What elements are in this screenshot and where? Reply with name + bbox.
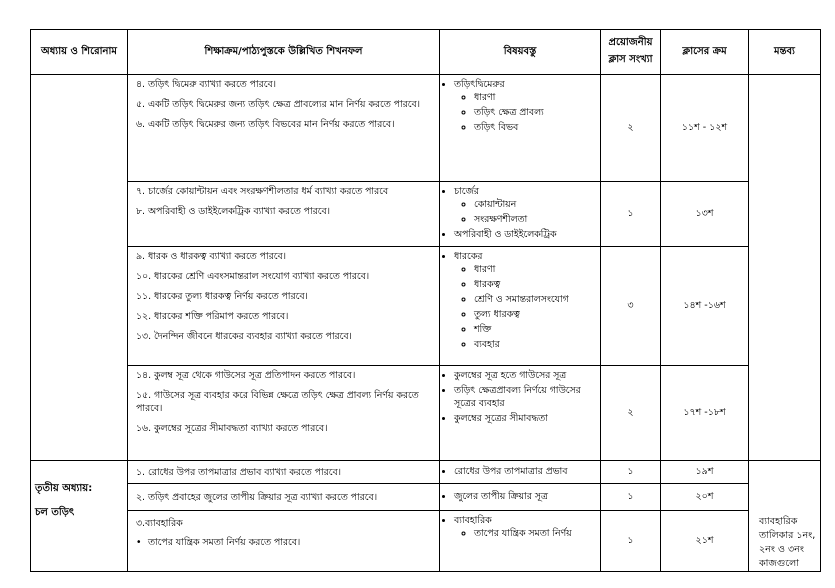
content-item: • তড়িৎ ক্ষেত্রপ্রাবল্য নির্ণয়ে গাউসের সূত্রের ব্যবহার — [454, 384, 596, 410]
content-subitem: ◦ ধারণা — [474, 263, 596, 276]
outcome-item: ১২. ধারকের শক্তি পরিমাপ করতে পারবে। — [136, 311, 289, 322]
class-count-cell: ১ — [601, 484, 661, 511]
class-count-cell: ১ — [601, 461, 661, 484]
content-cell — [440, 247, 601, 366]
content-subitem: ◦ কোয়ান্টায়ন — [474, 198, 596, 211]
content-cell — [440, 461, 601, 484]
syllabus-page — [30, 29, 820, 577]
class-count-cell: ১ — [601, 511, 661, 572]
content-item: • রোধের উপর তাপমাত্রার প্রভাব — [454, 465, 596, 478]
header-chapter: অধ্যায় ও শিরোনাম — [31, 30, 128, 75]
outcome-item: ৭. চার্জের কোয়ান্টায়ন এবং সংরক্ষণশীলতার ধর্ম ব্যাখ্যা করতে পারবে — [136, 186, 389, 197]
outcome-item: ১১. ধারকের তুল্য ধারকত্ব নির্ণয় করতে পারবে। — [136, 291, 308, 302]
remark-line: কাজগুলো — [759, 558, 799, 569]
content-subitem: ◦ সংরক্ষণশীলতা — [474, 213, 596, 226]
class-order-cell: ১৩শ — [661, 182, 749, 247]
content-item: • ব্যাবহারিক ◦ তাপের যান্ত্রিক সমতা নির্ণয় — [454, 514, 596, 540]
table-row — [31, 511, 821, 572]
outcome-item: ১৫. গাউসের সূত্র ব্যবহার করে বিভিন্ন ক্ষেত্রে তড়িৎ ক্ষেত্র প্রাবল্য নির্ণয় করতে পারবে। — [136, 390, 419, 414]
content-subitem: ◦ তুল্য ধারকত্ব — [474, 308, 596, 321]
content-item: • কুলম্বের সূত্র হতে গাউসের সূত্র — [454, 369, 596, 382]
class-count-cell: ২ — [601, 366, 661, 461]
content-cell — [440, 511, 601, 572]
content-subitem: ◦ তড়িৎ বিভব — [474, 121, 596, 134]
table-row — [31, 247, 821, 366]
class-count-cell: ১ — [601, 182, 661, 247]
chapter-name: চল তড়িৎ — [35, 507, 75, 518]
chapter-cell-continued — [31, 75, 128, 461]
header-row — [31, 30, 821, 75]
content-subitem: ◦ শক্তি — [474, 323, 596, 336]
outcomes-cell — [128, 366, 440, 461]
header-content: বিষয়বস্তু — [440, 30, 601, 75]
content-subitem: ◦ তড়িৎ ক্ষেত্র প্রাবল্য — [474, 106, 596, 119]
content-item: • ধারকের ◦ ধারণা ◦ ধারকত্ব ◦ শ্রেণি ও সমান্তরালসংযোগ ◦ তুল্য ধারকত্ব ◦ শক্তি ◦ ব্যবহার — [454, 250, 596, 351]
class-order-cell: ১১শ - ১২শ — [661, 75, 749, 182]
outcome-item: ১৪. কুলম্ব সূত্র থেকে গাউসের সূত্র প্রতিপাদন করতে পারবে। — [136, 370, 356, 381]
table-row — [31, 182, 821, 247]
outcome-item: ১০. ধারকের শ্রেণি এবংসমান্তরাল সংযোগ ব্যাখ্যা করতে পারবে। — [136, 271, 370, 282]
content-item: • তড়িৎদ্বিমেরুর ◦ ধারণা ◦ তড়িৎ ক্ষেত্র প্রাবল্য ◦ তড়িৎ বিভব — [454, 78, 596, 134]
content-cell — [440, 75, 601, 182]
content-item: • চার্জের ◦ কোয়ান্টায়ন ◦ সংরক্ষণশীলতা — [454, 185, 596, 226]
outcome-item: ৫. একটি তড়িৎ দ্বিমেরুর জন্য তড়িৎ ক্ষেত্র প্রাবল্যের মান নির্ণয় করতে পারবে। — [136, 99, 420, 110]
content-item: • জুলের তাপীয় ক্রিয়ার সূত্র — [454, 490, 596, 503]
outcome-bullet: • তাপের যান্ত্রিক সমতা নির্ণয় করতে পারবে। — [128, 536, 439, 549]
class-order-cell: ১৭শ -১৮শ — [661, 366, 749, 461]
content-cell — [440, 182, 601, 247]
content-subitem: ◦ শ্রেণি ও সমান্তরালসংযোগ — [474, 293, 596, 306]
outcomes-cell — [128, 511, 440, 572]
table-row — [31, 75, 821, 182]
table-row — [31, 461, 821, 484]
header-class-order: ক্লাসের ক্রম — [661, 30, 749, 75]
outcomes-cell — [128, 75, 440, 182]
header-learning-outcomes: শিক্ষাক্রম/পাঠ্যপুস্তকে উল্লিখিত শিখনফল — [128, 30, 440, 75]
outcomes-cell — [128, 247, 440, 366]
remarks-cell — [749, 461, 821, 572]
content-item: • কুলম্বের সূত্রের সীমাবদ্ধতা — [454, 412, 596, 425]
outcomes-cell — [128, 182, 440, 247]
class-order-cell: ১৪শ -১৬শ — [661, 247, 749, 366]
table-row — [31, 366, 821, 461]
class-order-cell: ২০শ — [661, 484, 749, 511]
content-subitem: ◦ ব্যবহার — [474, 338, 596, 351]
content-subitem: ◦ তাপের যান্ত্রিক সমতা নির্ণয় — [474, 527, 596, 540]
content-subitem: ◦ ধারণা — [474, 91, 596, 104]
outcome-item: ৬. একটি তড়িৎ দ্বিমেরুর জন্য তড়িৎ বিভবের মান নির্ণয় করতে পারবে। — [136, 119, 395, 130]
class-count-cell: ২ — [601, 75, 661, 182]
header-remarks: মন্তব্য — [749, 30, 821, 75]
outcome-item: ৮. অপরিবাহী ও ডাইইলেকট্রিক ব্যাখ্যা করতে পারবে। — [136, 206, 331, 217]
content-cell — [440, 366, 601, 461]
remark-line: ২নং ও ৩নং — [759, 544, 804, 555]
outcome-item: ২. তড়িৎ প্রবাহের জুলের তাপীয় ক্রিয়ার সূত্র ব্যাখ্যা করতে পারবে। — [136, 491, 378, 503]
remark-line: তালিকার ১নং, — [759, 530, 816, 541]
outcome-item: ৩.ব্যাবহারিক — [136, 518, 183, 529]
class-order-cell: ১৯শ — [661, 461, 749, 484]
outcomes-cell — [128, 461, 440, 484]
outcome-item: ১. রোধের উপর তাপমাত্রার প্রভাব ব্যাখ্যা করতে পারবে। — [136, 466, 341, 478]
lesson-plan-table — [30, 29, 821, 572]
header-class-count: প্রয়োজনীয় ক্লাস সংখ্যা — [601, 30, 661, 75]
remark-line: ব্যাবহারিক — [759, 516, 798, 527]
content-item: • অপরিবাহী ও ডাইইলেকট্রিক — [454, 228, 596, 241]
outcome-item: ১৬. কুলম্বের সূত্রের সীমাবদ্ধতা ব্যাখ্যা করতে পারবে। — [136, 423, 328, 434]
outcomes-cell — [128, 484, 440, 511]
outcome-item: ১৩. দৈনন্দিন জীবনে ধারকের ব্যবহার ব্যাখ্যা করতে পারবে। — [136, 331, 352, 342]
chapter-number: তৃতীয় অধ্যায়: — [35, 483, 93, 494]
table-row — [31, 484, 821, 511]
chapter-title-cell — [31, 461, 128, 572]
content-cell — [440, 484, 601, 511]
remarks-cell — [749, 75, 821, 461]
class-count-cell: ৩ — [601, 247, 661, 366]
outcome-item: ৪. তড়িৎ দ্বিমেরু ব্যাখ্যা করতে পারবে। — [136, 79, 276, 90]
class-order-cell: ২১শ — [661, 511, 749, 572]
content-subitem: ◦ ধারকত্ব — [474, 278, 596, 291]
outcome-item: ৯. ধারক ও ধারকত্ব ব্যাখ্যা করতে পারবে। — [136, 251, 286, 262]
